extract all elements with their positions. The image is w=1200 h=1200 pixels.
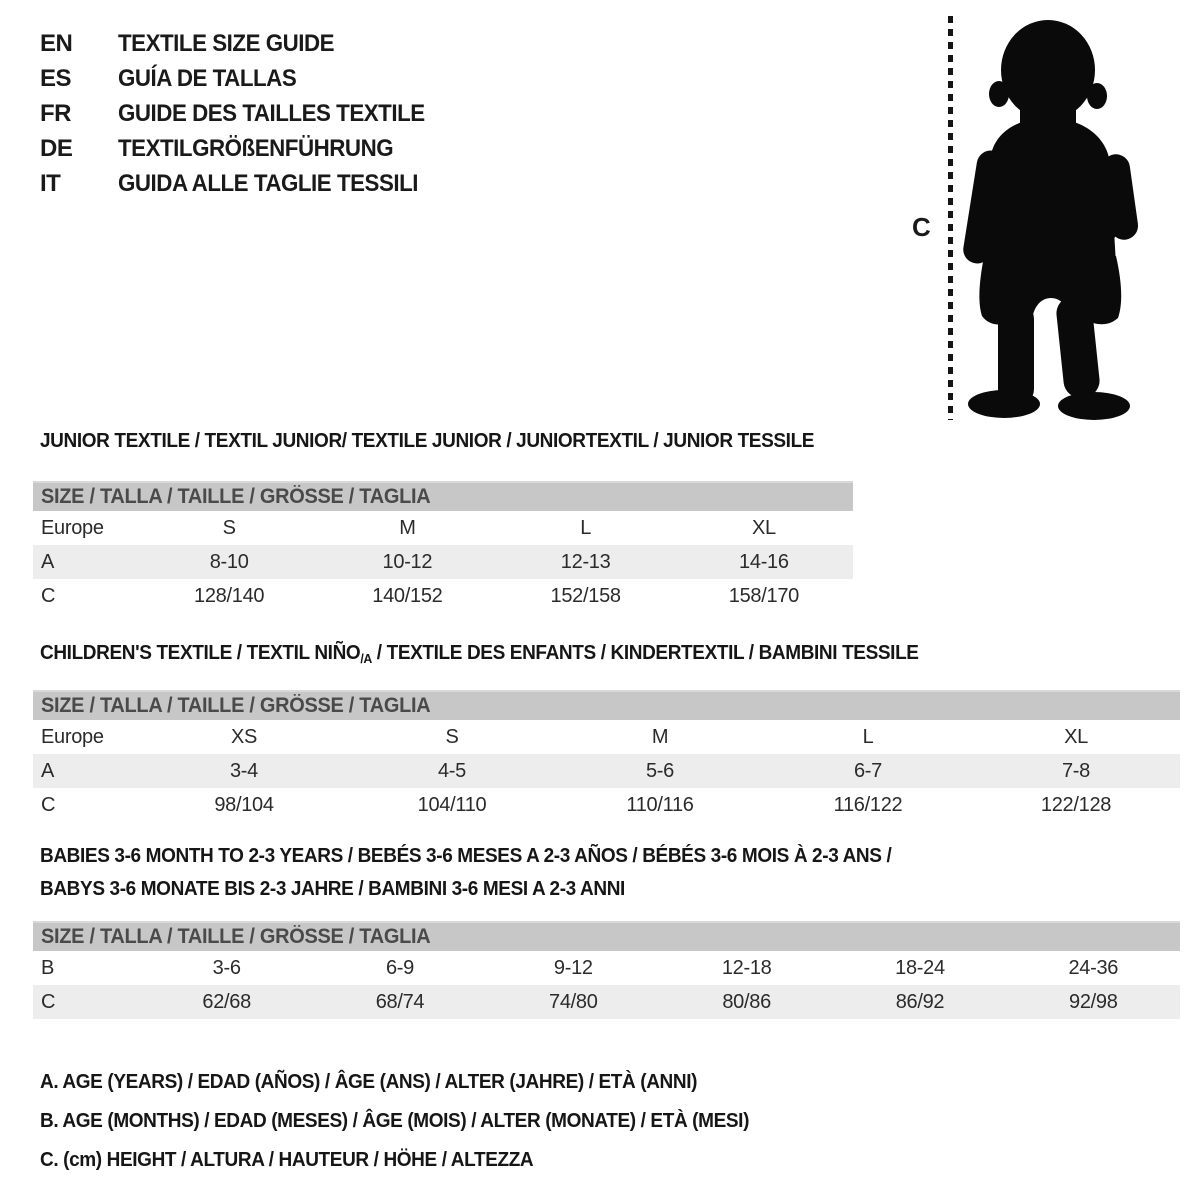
table-cell: S [445,725,459,748]
legend-line-b-text: B. AGE (MONTHS) / EDAD (MESES) / ÂGE (MOIS) / ALTER (MONATE) / ETÀ (MESI) [40,1110,750,1132]
lang-title: GUIDA ALLE TAGLIE TESSILI [118,169,419,197]
table-cell: 98/104 [214,793,274,816]
table-cell: XS [230,725,258,748]
babies-size-header-bar [33,921,1180,951]
row-label: Europe [41,725,104,748]
lang-row-fr [40,96,448,131]
table-cell: 3-6 [212,956,241,979]
table-cell: 128/140 [194,584,265,607]
lang-row-it [40,166,448,201]
row-label: C [41,990,56,1013]
table-cell: XL [1064,725,1088,748]
table-cell: 12-13 [560,550,611,573]
row-label: A [41,550,55,573]
children-heading-text [40,642,919,666]
table-cell: 116/122 [833,793,903,816]
children-section-heading [40,642,965,666]
table-row [33,511,853,545]
table-row [33,951,1180,985]
size-header-label: SIZE / TALLA / TAILLE / GRÖSSE / TAGLIA [41,925,431,948]
babies-size-table [33,921,1180,1019]
table-cell: 122/128 [1040,793,1112,816]
legend-line-c [40,1141,786,1180]
junior-size-header-bar [33,481,853,511]
table-cell: 62/68 [202,990,251,1013]
table-cell: 110/116 [626,793,694,816]
row-label: B [41,956,55,979]
table-cell: 104/110 [417,793,487,816]
junior-size-table [33,481,853,613]
table-row [33,579,853,613]
table-cell: 7-8 [1061,759,1090,782]
lang-code: FR [40,99,71,127]
height-measure-dashed-line [948,16,953,420]
table-cell: M [399,516,416,539]
size-header-label: SIZE / TALLA / TAILLE / GRÖSSE / TAGLIA [41,485,431,508]
table-cell: 4-5 [437,759,466,782]
table-cell: 24-36 [1068,956,1119,979]
lang-code: EN [40,29,73,57]
lang-title: TEXTILE SIZE GUIDE [118,29,335,57]
table-cell: 6-9 [385,956,414,979]
table-cell: 14-16 [739,550,789,573]
table-cell: 68/74 [375,990,425,1013]
babies-heading-line1: BABIES 3-6 MONTH TO 2-3 YEARS / BEBÉS 3-6 MESES A 2-3 AÑOS / BÉBÉS 3-6 MOIS À 2-3 ANS / [40,845,892,867]
table-cell: 86/92 [895,990,945,1013]
table-cell: 10-12 [382,550,433,573]
table-row [33,788,1180,822]
table-cell: 92/98 [1069,990,1118,1013]
table-cell: 152/158 [550,584,621,607]
lang-title: GUIDE DES TAILLES TEXTILE [118,99,425,127]
table-cell: S [222,516,236,539]
table-cell: 74/80 [549,990,598,1013]
table-cell: 5-6 [645,759,674,782]
language-header [40,26,448,201]
lang-row-de [40,131,448,166]
children-heading-part1: CHILDREN'S TEXTILE / TEXTIL NIÑO [40,642,361,664]
lang-title: GUÍA DE TALLAS [118,64,297,92]
legend-line-b [40,1102,786,1141]
size-header-label: SIZE / TALLA / TAILLE / GRÖSSE / TAGLIA [41,694,431,717]
table-cell: XL [751,516,776,539]
children-heading-part2: / TEXTILE DES ENFANTS / KINDERTEXTIL / BAMBINI TESSILE [371,642,919,664]
table-cell: M [651,725,669,748]
table-cell: L [862,725,874,748]
lang-title: TEXTILGRÖßENFÜHRUNG [118,134,394,162]
table-cell: 80/86 [722,990,771,1013]
height-measure-label: C [912,212,931,242]
table-cell: 3-4 [229,759,258,782]
table-cell: 140/152 [372,584,443,607]
row-label: A [41,759,55,782]
table-row [33,720,1180,754]
table-cell: 6-7 [853,759,882,782]
toddler-silhouette-figure [960,12,1144,420]
children-heading-sub: /A [360,651,372,666]
table-cell: 18-24 [895,956,945,979]
table-cell: L [580,516,592,539]
junior-section-heading [40,430,855,453]
legend [40,1063,786,1180]
table-row [33,545,853,579]
table-cell: 12-18 [721,956,772,979]
table-cell: 9-12 [553,956,593,979]
table-row [33,985,1180,1019]
legend-line-c-text: C. (cm) HEIGHT / ALTURA / HAUTEUR / HÖHE / ALTEZZA [40,1149,534,1171]
lang-code: IT [40,169,61,197]
lang-code: DE [40,134,73,162]
junior-heading-text: JUNIOR TEXTILE / TEXTIL JUNIOR/ TEXTILE JUNIOR / JUNIORTEXTIL / JUNIOR TESSILE [40,430,815,452]
row-label: C [41,793,56,816]
lang-row-es [40,61,448,96]
children-size-table [33,690,1180,822]
lang-code: ES [40,64,72,92]
lang-row-en [40,26,448,61]
table-row [33,754,1180,788]
row-label: C [41,584,56,607]
babies-heading-line2: BABYS 3-6 MONATE BIS 2-3 JAHRE / BAMBINI 3-6 MESI A 2-3 ANNI [40,878,625,900]
row-label: Europe [41,516,104,539]
babies-section-heading [40,840,936,906]
legend-line-a [40,1063,786,1102]
table-cell: 158/170 [728,584,799,607]
children-size-header-bar [33,690,1180,720]
table-cell: 8-10 [209,550,249,573]
legend-line-a-text: A. AGE (YEARS) / EDAD (AÑOS) / ÂGE (ANS) / ALTER (JAHRE) / ETÀ (ANNI) [40,1071,698,1093]
